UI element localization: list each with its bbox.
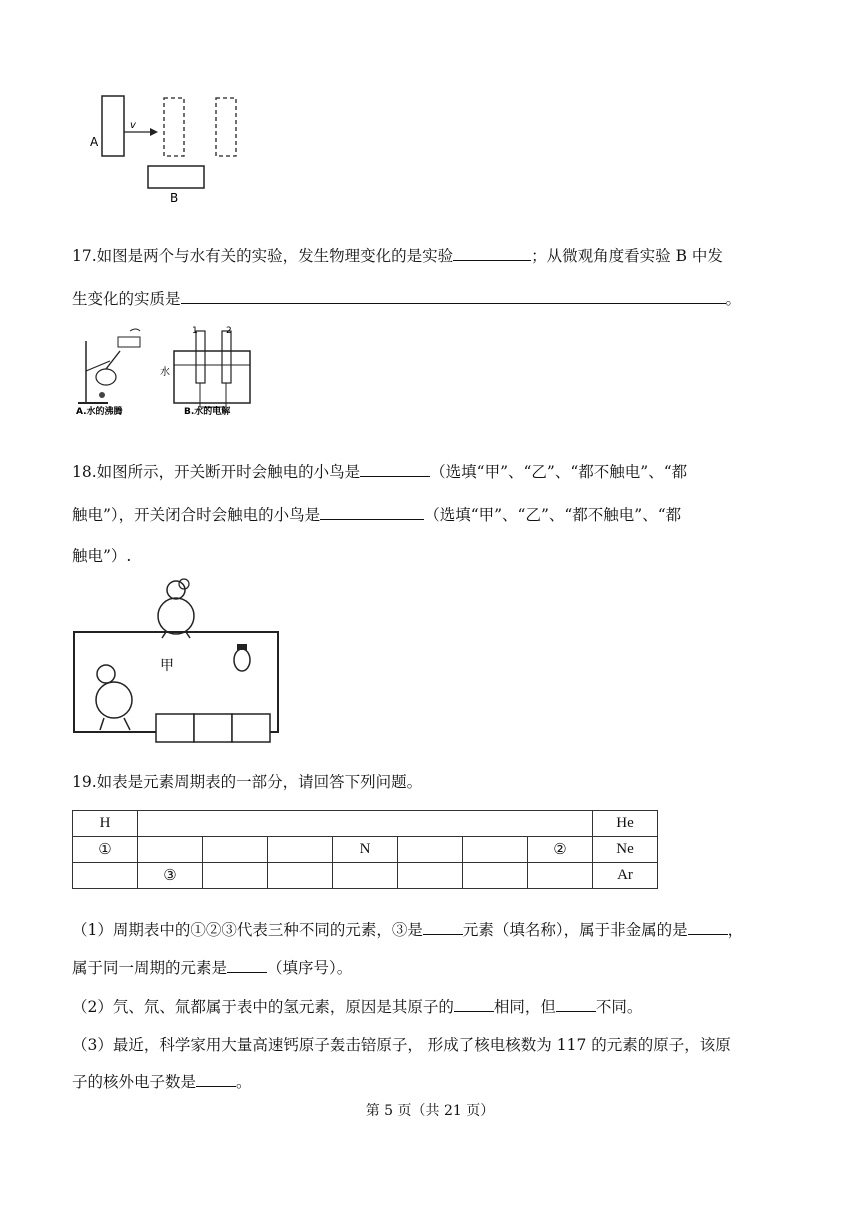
periodic-table (72, 810, 658, 889)
rect-a (102, 96, 124, 156)
q19-blank-3[interactable] (227, 956, 267, 973)
dashed-rect-2 (216, 98, 236, 156)
q18-line-1: 18.如图所示，开关断开时会触电的小鸟是 （选填“甲”、“乙”、“都不触电”、“都 (72, 460, 687, 482)
label-b: B (170, 191, 179, 205)
dashed-rect-1 (164, 98, 184, 156)
cell-2: ② (528, 837, 593, 863)
caption-a: A.水的沸腾 (76, 407, 123, 415)
arrow-head (150, 128, 158, 136)
table-row (73, 811, 658, 837)
cell-1: ① (73, 837, 138, 863)
cell-ne: Ne (593, 837, 658, 863)
q17-blank-2[interactable] (181, 287, 726, 304)
q18-figure (72, 574, 282, 746)
q19-p2: （2）氕、氘、氚都属于表中的氢元素，原因是其原子的 相同，但 不同。 (72, 995, 642, 1017)
caption-b: B.水的电解 (184, 407, 231, 415)
q17-blank-1[interactable] (453, 244, 531, 261)
q18-blank-1[interactable] (360, 460, 430, 477)
label-v: v (130, 120, 136, 131)
q17-line-1: 17.如图是两个与水有关的实验，发生物理变化的是实验 ；从微观角度看实验 B 中发 (72, 244, 723, 266)
q16-figure (82, 88, 262, 208)
cell-3: ③ (138, 863, 203, 889)
cell-ar: Ar (593, 863, 658, 889)
q19-stem: 19.如表是元素周期表的一部分，请回答下列问题。 (72, 773, 423, 791)
q18-blank-2[interactable] (320, 503, 424, 520)
q19-blank-1[interactable] (423, 918, 463, 935)
q19-blank-6[interactable] (196, 1070, 236, 1087)
cell-h: H (73, 811, 138, 837)
label-1: 1 (192, 326, 198, 336)
table-row (73, 837, 658, 863)
rect-b (148, 166, 204, 188)
q19-p1-line-2: 属于同一周期的元素是 （填序号）。 (72, 956, 352, 978)
q19-blank-5[interactable] (556, 995, 596, 1012)
q19-p1-line-1: （1）周期表中的①②③代表三种不同的元素，③是 元素（填名称），属于非金属的是 ， (72, 918, 743, 940)
q18-line-3: 触电”）. (72, 547, 132, 565)
label-jia: 甲 (160, 658, 174, 674)
cell-n: N (333, 837, 398, 863)
q19-p3-line-1: （3）最近，科学家用大量高速钙原子轰击锫原子， 形成了核电核数为 117 的元素的原子，该原 (72, 1036, 731, 1054)
label-water: 水 (160, 367, 170, 378)
q19-blank-4[interactable] (454, 995, 494, 1012)
label-a: A (90, 135, 99, 149)
q17-figure (74, 323, 264, 415)
cell-he: He (593, 811, 658, 837)
q17-line-2: 生变化的实质是 。 (72, 287, 741, 309)
q19-blank-2[interactable] (688, 918, 728, 935)
q18-line-2: 触电”），开关闭合时会触电的小鸟是 （选填“甲”、“乙”、“都不触电”、“都 (72, 503, 681, 525)
label-2: 2 (226, 326, 232, 336)
table-row (73, 863, 658, 889)
page-footer: 第 5 页（共 21 页） (365, 1103, 495, 1119)
q19-p3-line-2: 子的核外电子数是 。 (72, 1070, 252, 1092)
